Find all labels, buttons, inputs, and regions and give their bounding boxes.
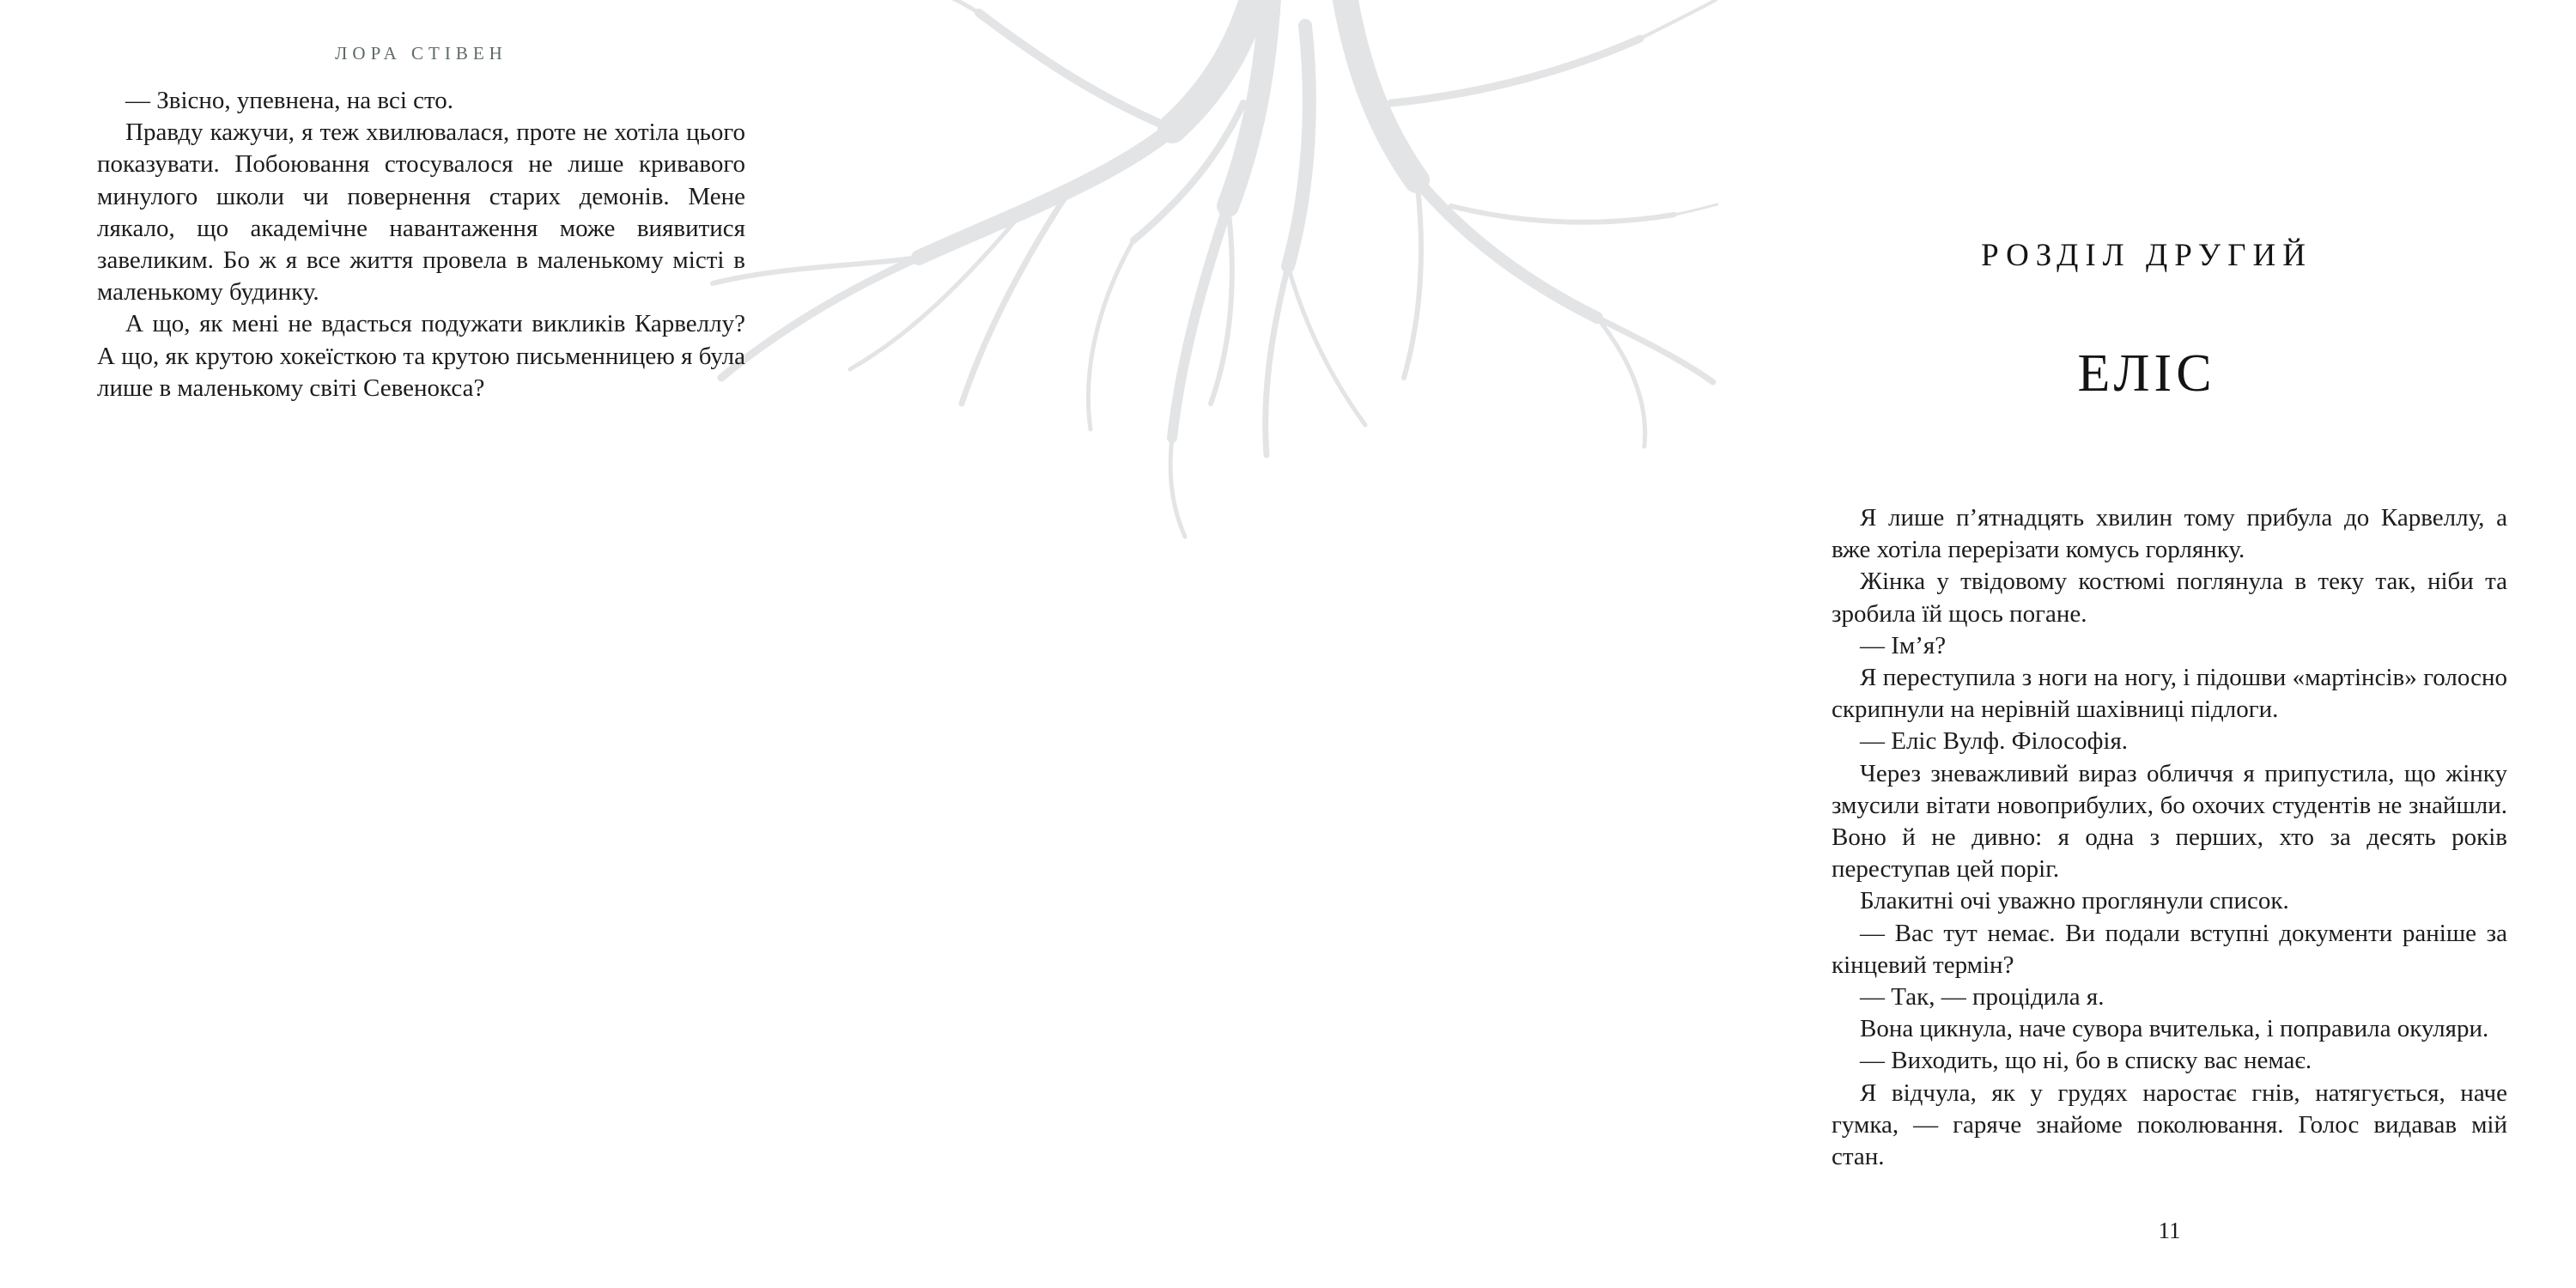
paragraph: Жінка у твідовому костюмі поглянула в теку так, ніби та зробила їй щось погане. <box>1832 568 2507 628</box>
left-page <box>0 0 859 1288</box>
paragraph: — Вас тут немає. Ви подали вступні документи раніше за кінцевий термін? <box>1832 919 2507 979</box>
left-page-text <box>97 85 745 404</box>
paragraph: — Еліс Вулф. Філософія. <box>1860 727 2129 756</box>
paragraph: Я лише п’ятнадцять хвилин тому прибула до Карвеллу, а вже хотіла перерізати комусь горлянку. <box>1832 504 2507 564</box>
running-header: ЛОРА СТІВЕН <box>335 43 507 64</box>
chapter-label: РОЗДІЛ ДРУГИЙ <box>1981 238 2312 273</box>
paragraph: — Виходить, що ні, бо в списку вас немає. <box>1860 1047 2312 1075</box>
chapter-title: ЕЛІС <box>2077 344 2216 403</box>
paragraph: Вона цикнула, наче сувора вчителька, і поправила окуляри. <box>1860 1015 2489 1043</box>
page-number: 11 <box>2158 1218 2181 1243</box>
paragraph: Через зневажливий вираз обличчя я припустила, що жінку змусили вітати новоприбулих, бо охочих студентів не знайшли. Воно й не дивно: я одна з перших, хто за десять років переступав цей поріг. <box>1832 759 2507 884</box>
paragraph: — Ім’я? <box>1860 631 1947 659</box>
right-page <box>859 0 2507 1288</box>
paragraph: — Звісно, упевнена, на всі сто. <box>125 87 454 114</box>
paragraph: Блакитні очі уважно проглянули список. <box>1860 887 2289 915</box>
paragraph: Я переступила з ноги на ногу, і підошви «мартінсів» голосно скрипнули на нерівній шахівниці підлоги. <box>1832 664 2507 724</box>
paragraph: — Так, — процідила я. <box>1860 983 2105 1012</box>
paragraph: А що, як мені не вдасться подужати викликів Карвеллу? А що, як крутою хокеїсткою та крутою письменницею я була лише в маленькому світі Севенокса? <box>97 310 745 402</box>
paragraph: Правду кажучи, я теж хвилювалася, проте не хотіла цього показувати. Побоювання стосувалося не лише кривавого минулого школи чи повернення старих демонів. Мене лякало, що академічне навантаження може виявитися завеликим. Бо ж я все життя провела в маленькому місті в маленькому будинку. <box>97 118 745 307</box>
right-page-text <box>1832 502 2507 1173</box>
paragraph: Я відчула, як у грудях наростає гнів, натягується, наче гумка, — гаряче знайоме поколювання. Голос видавав мій стан. <box>1832 1078 2507 1171</box>
